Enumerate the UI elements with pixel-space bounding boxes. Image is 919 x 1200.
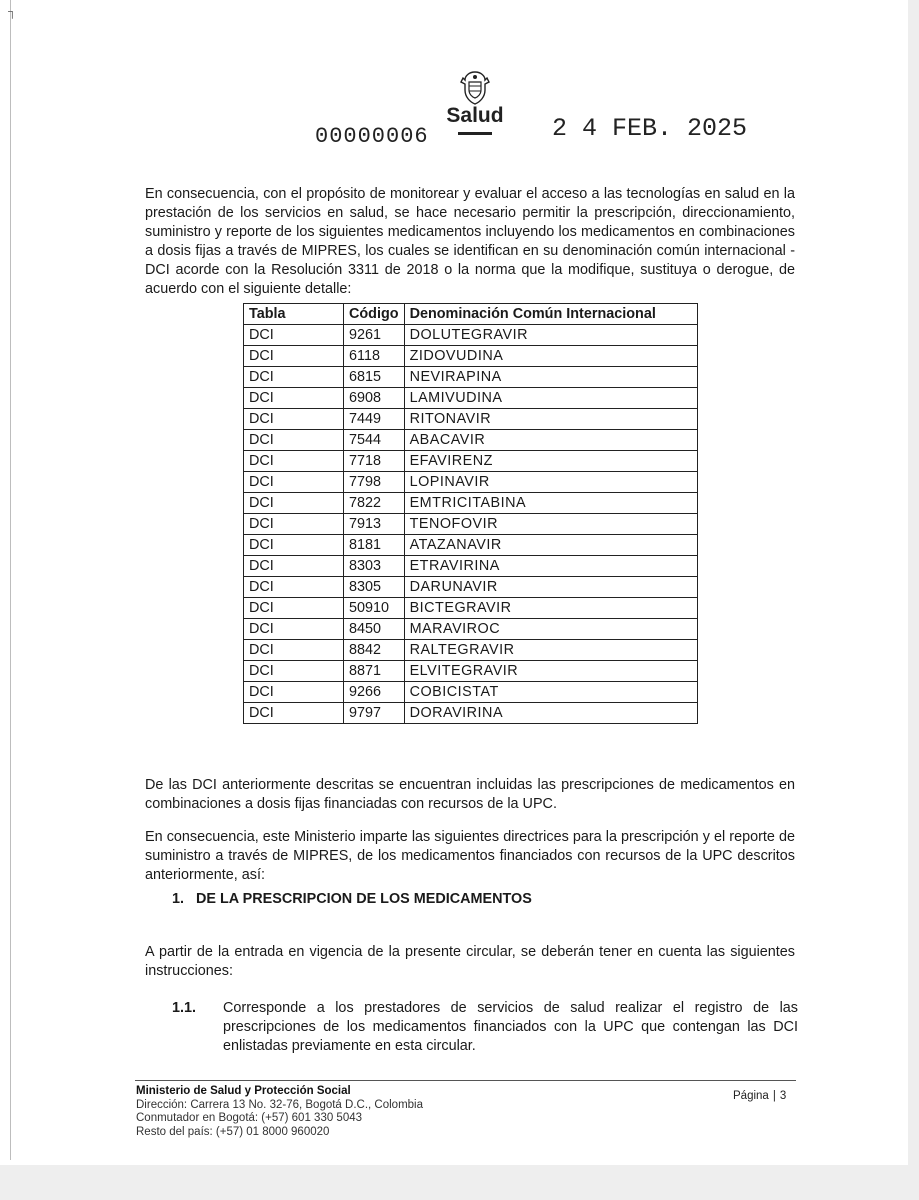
footer: [136, 1085, 423, 1139]
cell-tabla: DCI: [244, 661, 344, 682]
cell-tabla: DCI: [244, 367, 344, 388]
table-row: [244, 598, 698, 619]
cell-tabla: DCI: [244, 577, 344, 598]
page-number-value: 3: [779, 1090, 787, 1102]
table-header-row: [244, 304, 698, 325]
table-row: [244, 346, 698, 367]
column-header-codigo: Código: [344, 304, 405, 325]
page-label: Página: [733, 1090, 769, 1102]
cell-codigo: 7718: [344, 451, 405, 472]
dci-table: [243, 303, 698, 724]
directives-paragraph: En consecuencia, este Ministerio imparte las siguientes directrices para la prescripción y el reporte de suministro a través de MIPRES, de los medicamentos financiados con recursos de la UPC descritos anteriormente, así:: [145, 829, 795, 884]
salud-logo: [430, 70, 520, 135]
cell-dci: LOPINAVIR: [404, 472, 697, 493]
cell-dci: RITONAVIR: [404, 409, 697, 430]
cell-dci: COBICISTAT: [404, 682, 697, 703]
document-number: 00000006: [315, 124, 429, 149]
table-row: [244, 682, 698, 703]
table-row: [244, 661, 698, 682]
table-row: [244, 514, 698, 535]
column-header-tabla: Tabla: [244, 304, 344, 325]
table-row: [244, 556, 698, 577]
cell-dci: DORAVIRINA: [404, 703, 697, 724]
table-row: [244, 472, 698, 493]
cell-tabla: DCI: [244, 682, 344, 703]
column-header-dci: Denominación Común Internacional: [404, 304, 697, 325]
cell-codigo: 9797: [344, 703, 405, 724]
cell-tabla: DCI: [244, 388, 344, 409]
cell-tabla: DCI: [244, 598, 344, 619]
table-row: [244, 388, 698, 409]
cell-dci: ABACAVIR: [404, 430, 697, 451]
cell-codigo: 8450: [344, 619, 405, 640]
cell-codigo: 6815: [344, 367, 405, 388]
page-edge-line: [10, 0, 11, 1160]
cell-codigo: 8871: [344, 661, 405, 682]
cell-dci: DARUNAVIR: [404, 577, 697, 598]
cell-dci: BICTEGRAVIR: [404, 598, 697, 619]
page-number: [733, 1090, 786, 1102]
cell-tabla: DCI: [244, 703, 344, 724]
included-paragraph: De las DCI anteriormente descritas se encuentran incluidas las prescripciones de medicamentos en combinaciones a dosis fijas financiadas con recursos de la UPC.: [145, 777, 795, 813]
table-row: [244, 409, 698, 430]
section-title: DE LA PRESCRIPCION DE LOS MEDICAMENTOS: [196, 891, 532, 907]
cell-codigo: 6118: [344, 346, 405, 367]
subsection-number: 1.1.: [172, 1000, 197, 1016]
cell-tabla: DCI: [244, 493, 344, 514]
cell-tabla: DCI: [244, 325, 344, 346]
cell-tabla: DCI: [244, 451, 344, 472]
cell-codigo: 8842: [344, 640, 405, 661]
cell-dci: TENOFOVIR: [404, 514, 697, 535]
cell-dci: MARAVIROC: [404, 619, 697, 640]
cell-tabla: DCI: [244, 514, 344, 535]
cell-codigo: 7913: [344, 514, 405, 535]
logo-text: Salud: [446, 104, 504, 127]
cell-codigo: 7798: [344, 472, 405, 493]
cell-codigo: 7544: [344, 430, 405, 451]
cell-codigo: 7449: [344, 409, 405, 430]
table-row: [244, 493, 698, 514]
table-row: [244, 535, 698, 556]
document-date: 2 4 FEB. 2025: [552, 114, 748, 143]
table-row: [244, 703, 698, 724]
page-separator: |: [772, 1090, 776, 1102]
cell-dci: ZIDOVUDINA: [404, 346, 697, 367]
table-row: [244, 325, 698, 346]
cell-codigo: 9261: [344, 325, 405, 346]
cell-tabla: DCI: [244, 472, 344, 493]
cell-dci: ETRAVIRINA: [404, 556, 697, 577]
cell-codigo: 9266: [344, 682, 405, 703]
cell-codigo: 8181: [344, 535, 405, 556]
section-number: 1.: [172, 891, 185, 907]
cell-tabla: DCI: [244, 346, 344, 367]
cell-tabla: DCI: [244, 409, 344, 430]
footer-phone: Conmutador en Bogotá: (+57) 601 330 5043: [136, 1112, 363, 1124]
cell-dci: ELVITEGRAVIR: [404, 661, 697, 682]
cell-dci: EMTRICITABINA: [404, 493, 697, 514]
footer-organization: Ministerio de Salud y Protección Social: [136, 1085, 351, 1097]
cell-dci: RALTEGRAVIR: [404, 640, 697, 661]
footer-rule: [135, 1080, 796, 1081]
cell-dci: DOLUTEGRAVIR: [404, 325, 697, 346]
section-heading: [172, 891, 532, 907]
coat-of-arms-icon: [458, 70, 492, 106]
cell-dci: ATAZANAVIR: [404, 535, 697, 556]
logo-underline: [458, 132, 492, 135]
cell-tabla: DCI: [244, 556, 344, 577]
instructions-paragraph: A partir de la entrada en vigencia de la presente circular, se deberán tener en cuenta las siguientes instrucciones:: [145, 944, 795, 980]
cell-codigo: 6908: [344, 388, 405, 409]
footer-rest-of-country: Resto del país: (+57) 01 8000 960020: [136, 1125, 330, 1138]
cell-tabla: DCI: [244, 640, 344, 661]
table-row: [244, 577, 698, 598]
cell-dci: LAMIVUDINA: [404, 388, 697, 409]
table-row: [244, 367, 698, 388]
table-row: [244, 430, 698, 451]
cell-codigo: 8303: [344, 556, 405, 577]
table-row: [244, 640, 698, 661]
table-row: [244, 619, 698, 640]
corner-mark: ┐: [8, 4, 17, 18]
cell-dci: NEVIRAPINA: [404, 367, 697, 388]
footer-address: Dirección: Carrera 13 No. 32-76, Bogotá D.C., Colombia: [136, 1098, 423, 1111]
cell-dci: EFAVIRENZ: [404, 451, 697, 472]
cell-codigo: 8305: [344, 577, 405, 598]
table-row: [244, 451, 698, 472]
cell-tabla: DCI: [244, 430, 344, 451]
cell-tabla: DCI: [244, 619, 344, 640]
cell-tabla: DCI: [244, 535, 344, 556]
cell-codigo: 50910: [344, 598, 405, 619]
subsection-text: Corresponde a los prestadores de servicios de salud realizar el registro de las prescripciones de los medicamentos financiados con la UPC que contengan las DCI enlistadas previamente en esta circular.: [223, 1000, 798, 1054]
intro-paragraph: En consecuencia, con el propósito de monitorear y evaluar el acceso a las tecnologías en salud en la prestación de los servicios en salud, se hace necesario permitir la prescripción, direccionamiento, suministro y reporte de los siguientes medicamentos incluyendo los medicamentos en combinaciones a dosis fijas a través de MIPRES, los cuales se identifican en su denominación común internacional - DCI acorde con la Resolución 3311 de 2018 o la norma que la modifique, sustituya o derogue, de acuerdo con el siguiente detalle:: [145, 186, 795, 298]
cell-codigo: 7822: [344, 493, 405, 514]
